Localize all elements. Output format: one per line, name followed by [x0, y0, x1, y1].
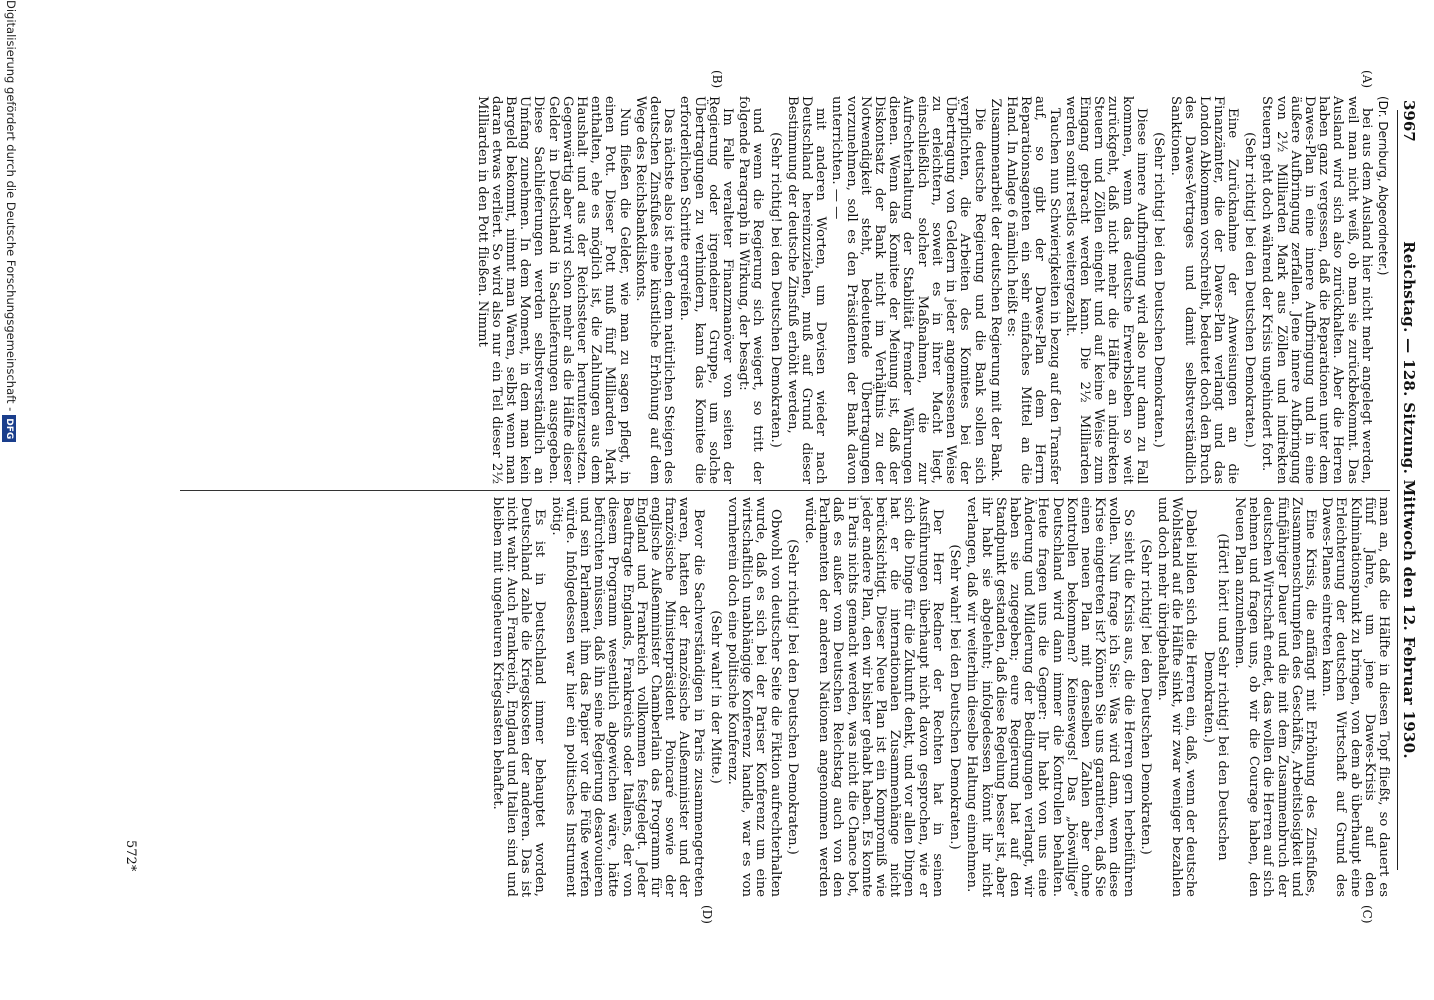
margin-mark-a: (A)	[1360, 70, 1374, 89]
signature-mark: 572*	[123, 840, 138, 872]
paragraph: Tauchen nun Schwierigkeiten in bezug auf den Transfer auf, so gibt der Dawes-Plan dem Herrn Reparationsagenten ein sehr einfaches Mittel an die Hand. In Anlage 6 nämlich heißt es:	[1003, 96, 1062, 484]
page-title: Reichstag. — 128. Sitzung. Mittwoch den 12. Februar 1930.	[1400, 241, 1418, 759]
column-divider	[180, 490, 1390, 491]
header-rule	[1397, 110, 1398, 870]
applause-note: (Sehr wahr! bei den Deutschen Demokraten.)	[947, 544, 963, 850]
paragraph: Nun fließen die Gelder, wie man zu sagen pflegt, in einen Pott. Dieser Pott muß fünf Milliarden Mark enthalten, ehe es möglich ist, die Zahlungen aus dem Haushalt und aus der Reichssteuer herunterzusetzen. Gegenwärtig aber wird schon mehr als die Hälfte dieser Gelder in Deutschland in Sachlieferungen ausgegeben. Diese Sachlieferungen werden selbstverständlich an Umfang zunehmen. In dem Moment, in dem man kein Bargeld bekommt, nimmt man Waren, selbst wenn man daran etwas verliert. So wird also nur ein Teil dieser 2½ Milliarden in den Pott fließen. Nimmt	[474, 96, 632, 484]
left-column	[165, 96, 1390, 484]
applause-note: (Sehr richtig! bei den Deutschen Demokraten.)	[1242, 132, 1258, 448]
margin-mark-c: (C)	[1360, 905, 1374, 924]
applause-note: (Sehr wahr! in der Mitte.)	[707, 610, 723, 784]
paragraph: bei aus dem Ausland hier nicht mehr angelegt werden, weil man nicht weiß, ob man sie zurückbekommt. Das Ausland wird sich also zurückhalten. Aber die Herren haben ganz vergessen, daß die Reparationen unter dem Dawes-Plan in eine innere Aufbringung und in eine äußere Aufbringung zerfallen. Jene innere Aufbringung von 2½ Milliarden Mark aus Zöllen und indirekten Steuern geht doch während der Krisis ungehindert fort.	[1259, 96, 1374, 484]
paragraph: und wenn die Regierung sich weigert, so tritt der folgende Paragraph in Wirkung, der besagt:	[736, 96, 766, 484]
quote-heading: Zusammenarbeit der deutschen Regierung mit der Bank.	[987, 98, 1003, 482]
paragraph: So sieht die Krisis aus, die die Herren gern herbeiführen wollen. Nun frage ich Sie: Was wird dann, wenn diese Krise eingetreten ist? Können Sie uns garantieren, daß Sie einen neuen Plan mit denselben Zahlen aber ohne Kontrollen bekommen? Keineswegs! Das „böswillige“ Deutschland wird dann immer die Kontrollen behalten. Heute fragen uns die Gegner: Ihr habt von uns eine Änderung und Milderung der Bedingungen verlangt, wir haben sie zugegeben; eure Regierung hat auf den Standpunkt gestanden, daß diese Regelung besser ist, aber ihr habt sie abgelehnt; infolgedessen könnt ihr nicht verlangen, daß wir weiterhin dieselbe Haltung einnehmen.	[964, 497, 1136, 897]
quote-paragraph: Im Falle veralteter Finanzmanöver von seiten der Regierung oder irgendeiner Gruppe, um solche Übertragungen zu verhindern, kann das Komitee die erforderlichen Schritte ergreifen.	[677, 96, 736, 484]
margin-mark-b: (B)	[710, 70, 724, 89]
page-header	[1394, 0, 1422, 1000]
margin-mark-d: (D)	[700, 905, 714, 924]
paragraph: Es ist in Deutschland immer behauptet worden, Deutschland zahle die Kriegskosten der anderen. Das ist nicht wahr. Auch Frankreich, England und Italien sind und bleiben mit ungeheuren Kriegslasten behaftet.	[489, 497, 548, 897]
paragraph: Eine Krisis, die anfängt mit Erhöhung des Zinsfußes, Zusammenschrumpfen des Geschäfts, Arbeitslosigkeit und fünfjähriger Dauer und die mit dem Zusammenbruch der deutschen Wirtschaft endet, das wollen die Herren auf sich nehmen und fragen uns, ob wir die Courage haben, den Neuen Plan anzunehmen.	[1231, 497, 1318, 897]
right-column	[165, 497, 1390, 897]
paragraph: man an, daß die Hälfte in diesen Topf fließt, so dauert es fünf Jahre, um jene Dawes-Krisis auf den Kulminationspunkt zu bringen, von dem ab überhaupt eine Erleichterung der deutschen Wirtschaft auf Grund des Dawes-Planes eintreten kann.	[1319, 497, 1391, 897]
paragraph: Dabei bilden sich die Herren ein, daß, wenn der deutsche Wohlstand auf die Hälfte sinkt, wir zwar weniger bezahlen und doch mehr übrigbehalten.	[1154, 497, 1199, 897]
dfg-logo: DFG	[2, 415, 16, 442]
funding-note	[0, 0, 18, 1000]
speaker-line: (Dr. Dernburg, Abgeordneter.)	[1376, 96, 1390, 276]
paragraph: mit anderen Worten, um Devisen wieder nach Deutschland hereinzuziehen, muß auf Grund dieser Bestimmung der deutsche Zinsfuß erhöht werden,	[784, 96, 829, 484]
quote-paragraph: Die deutsche Regierung und die Bank sollen sich verpflichten, die Arbeiten des Komitees bei der Übertragung von Geldern in jeder angemessenen Weise zu erleichtern, soweit es in ihrer Macht liegt, einschließlich solcher Maßnahmen, die zur Aufrechterhaltung der Stabilität fremder Währungen dienen. Wenn das Komitee der Meinung ist, daß der Diskontsatz der Bank nicht im Verhältnis zu der Notwendigkeit steht, bedeutende Übertragungen vorzunehmen, soll es den Präsidenten der Bank davon unterrichten. — —	[829, 96, 987, 484]
applause-note: (Sehr richtig! bei den Deutschen Demokraten.)	[1150, 132, 1166, 448]
paragraph: Bevor die Sachverständigen in Paris zusammengetreten waren, hatten der französische Außenminister und der französische Ministerpräsident Poincaré sowie der englische Außenminister Chamberlain das Programm für England und Frankreich vollkommen festgelegt. Jeder Beauftragte Englands, Frankreichs oder Italiens, der von diesem Programm wesentlich abgewichen wäre, hätte befürchten müssen, daß ihn seine Regierung desavouieren und sein Parlament ihm das Papier vor die Füße werfen würde. Infolgedessen war hier ein politisches Instrument nötig.	[548, 497, 706, 897]
applause-note: (Sehr richtig! bei den Deutschen Demokraten.)	[1137, 539, 1153, 855]
paragraph: Diese innere Aufbringung wird also nur dann zu Fall kommen, wenn das deutsche Erwerbsleben so weit zurückgeht, daß nicht mehr die Hälfte an indirekten Steuern und Zöllen eingeht und auf keine Weise zum Eingang gebracht werden kann. Die 2½ Milliarden werden somit restlos weitergezahlt.	[1062, 96, 1149, 484]
applause-note: (Sehr richtig! bei den Deutschen Demokraten.)	[767, 132, 783, 448]
funding-text: Digitalisierung gefördert durch die Deutsche Forschungsgemeinschaft -	[4, 0, 18, 412]
paragraph: Der Herr Redner der Rechten hat in seinen Ausführungen überhaupt nicht davon gesprochen, wie er sich die Dinge für die Zukunft denkt, und vor allen Dingen hat er die internationalen Zusammenhänge nicht berücksichtigt. Dieser Neue Plan ist ein Kompromiß wie jeder andere Plan, den wir bisher gehabt haben. Es konnte in Paris nichts gemacht werden, was nicht die Chance bot, daß es außer vom Deutschen Reichstag auch von den Parlamenten der anderen Nationen angenommen werden würde.	[802, 497, 945, 897]
paragraph: Obwohl von deutscher Seite die Fiktion aufrechterhalten wurde, daß es sich bei der Pariser Konferenz um eine wirtschaftlich unabhängige Konferenz handle, war es von vornherein doch eine politische Konferenz.	[725, 497, 783, 897]
applause-note: (Sehr richtig! bei den Deutschen Demokraten.)	[784, 539, 800, 855]
paragraph: Das nächste also ist neben dem natürlichen Steigen des deutschen Zinsfußes eine künstliche Erhöhung auf dem Wege des Reichsbankdiskonts.	[632, 96, 677, 484]
applause-note: (Hört! hört! und Sehr richtig! bei den Deutschen Demokraten.)	[1200, 533, 1230, 861]
paragraph: Eine Zurücknahme der Anweisungen an die Finanzämter, die der Dawes-Plan verlangt und das London Abkommen vorschreibt, bedeutet doch den Bruch des Dawes-Vertrages und damit selbstverständlich Sanktionen.	[1168, 96, 1240, 484]
page-number-left: 3967	[1400, 100, 1418, 142]
